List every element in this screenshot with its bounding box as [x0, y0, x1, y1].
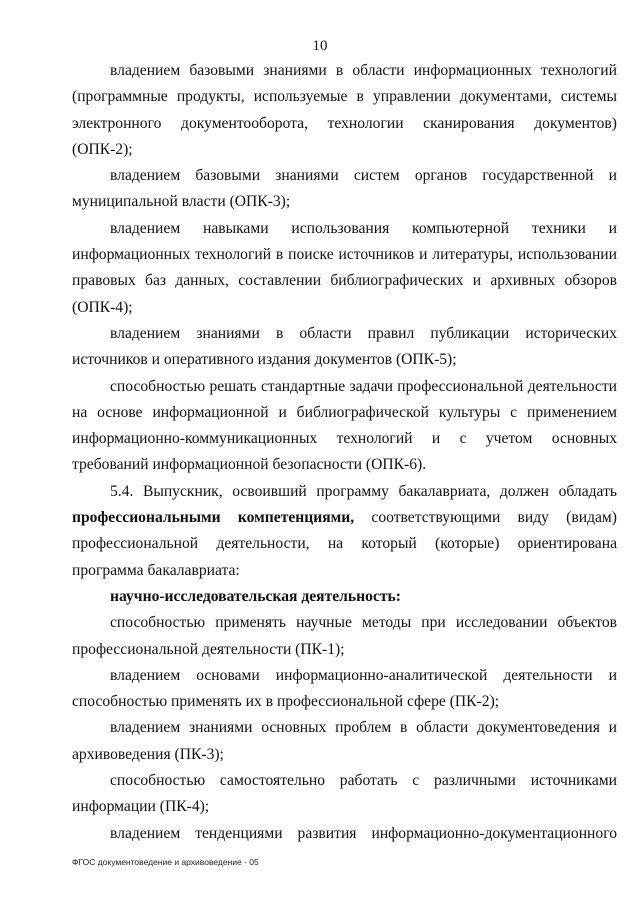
paragraph-pk-5-partial: владением тенденциями развития информационно-документационного — [110, 824, 617, 842]
paragraph-opk-6: способностью решать стандартные задачи профессиональной деятельности на основе информационной и библиографической культуры с применением информационно-коммуникационных технологий и с учетом основных требований информационной безопасности (ОПК-6). — [72, 377, 617, 474]
document-body — [72, 58, 617, 847]
paragraph-opk-3: владением базовыми знаниями систем органов государственной и муниципальной власти (ОПК-3); — [72, 167, 617, 211]
paragraph-opk-5: владением знаниями в области правил публикации исторических источников и оперативного издания документов (ОПК-5); — [72, 324, 617, 369]
page-footer: ФГОС документоведение и архивоведение - 05 — [72, 857, 259, 867]
activity-heading: научно-исследовательская деятельность: — [110, 587, 401, 605]
paragraph-opk-2: владением базовыми знаниями в области информационных технологий (программные продукты, используемые в управлении документами, системы электронного документооборота, технологии сканирования документов) (ОПК-2); — [72, 62, 617, 158]
paragraph-opk-4: владением навыками использования компьютерной техники и информационных технологий в поиске источников и литературы, использовании правовых баз данных, составлении библиографических и архивных обзоров (ОПК-4); — [72, 219, 617, 316]
page-number: 10 — [312, 38, 328, 54]
section-5-4-rest: соответствующими виду (видам) профессиональной деятельности, на который (которые) ориентирована программа бакалавриата: — [72, 509, 617, 579]
paragraph-pk-3: владением знаниями основных проблем в области документоведения и архивоведения (ПК-3); — [72, 719, 617, 763]
paragraph-pk-4: способностью самостоятельно работать с различными источниками информации (ПК-4); — [72, 772, 617, 816]
paragraph-section-5-4 — [72, 479, 617, 584]
section-5-4-bold-term: профессиональными компетенциями, — [72, 509, 355, 527]
paragraph-pk-2: владением основами информационно-аналитической деятельности и способностью применять их в профессиональной сфере (ПК-2); — [72, 666, 617, 711]
paragraph-pk-1: способностью применять научные методы при исследовании объектов профессиональной деятельности (ПК-1); — [72, 614, 617, 658]
section-5-4-lead: 5.4. Выпускник, освоивший программу бакалавриата, должен обладать — [110, 482, 617, 500]
